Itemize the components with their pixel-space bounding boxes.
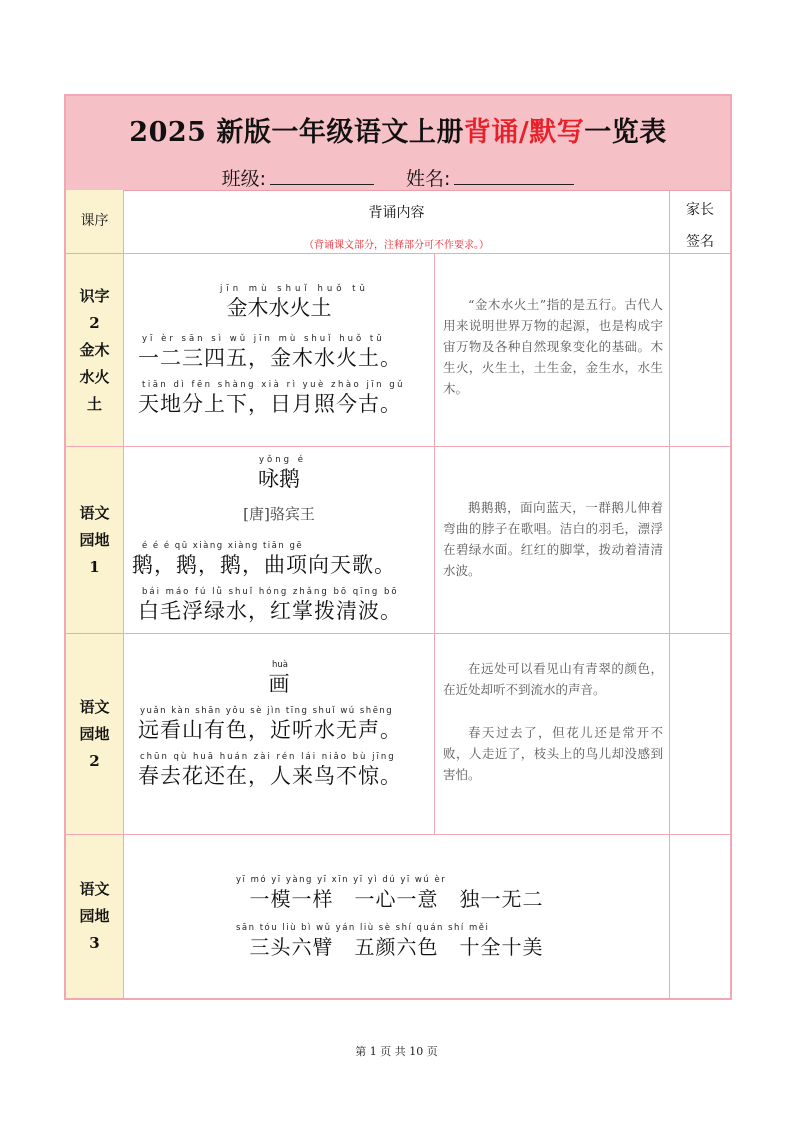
poem-line: 白毛浮绿水，红掌拨清波。 [138,599,402,623]
page-title: 2025 新版一年级语文上册背诵/默写一览表 [129,117,667,148]
line-pinyin: é é é qū xiàng xiàng tiān gē [142,541,304,551]
line-pinyin: yī èr sān sì wǔ jīn mù shuǐ huǒ tǔ [142,334,385,344]
note-cell [435,447,670,633]
parent-sign-cell[interactable] [670,447,730,633]
student-info [66,164,730,191]
column-header-row [66,190,730,254]
title-pinyin: yǒng é [259,455,306,465]
name-blank[interactable] [454,166,574,185]
name-label: 姓名: [406,168,451,190]
table-row [66,254,730,447]
idiom-line: 三头六臂 五颜六色 十全十美 [249,935,544,959]
annotation: 鹅鹅鹅，面向蓝天，一群鹅儿伸着弯曲的脖子在歌唱。洁白的羽毛，漂浮在碧绿水面。红红的脚掌，拨动着清清水波。 [443,500,663,578]
annotation: “金木水火土”指的是五行。古代人用来说明世界万物的起源，也是构成宇宙万物及各种自然现象变化的基础。木生火，火生土，土生金，金生水，水生木。 [443,297,663,396]
lesson-column-header: 课序 [66,190,124,253]
content-cell [124,835,670,998]
annotation: 春天过去了，但花儿还是常开不败，人走近了，枝头上的鸟儿却没感到害怕。 [443,725,663,782]
note-cell [435,254,670,446]
title-highlight: 背诵/默写 [463,117,585,148]
table-row [66,634,730,835]
page-footer: 第 1 页 共 10 页 [355,1045,438,1058]
poem-line: 远看山有色，近听水无声。 [138,718,402,742]
idiom-line: 一模一样 一心一意 独一无二 [249,887,544,911]
idiom-pinyin: yī mó yī yàng yī xīn yī yì dú yī wú èr [236,875,447,885]
poem-title: 咏鹅 [258,467,300,491]
parent-sign-cell[interactable] [670,254,730,446]
poem-line: 春去花还在，人来鸟不惊。 [138,764,402,788]
content-column-header [124,190,670,253]
table-row [66,835,730,998]
poem-title: 画 [268,672,290,696]
title-pinyin: jīn mù shuǐ huǒ tǔ [220,284,369,294]
recitation-table [64,94,732,1000]
parent-sign-cell[interactable] [670,634,730,834]
line-pinyin: tiān dì fēn shàng xià rì yuè zhào jīn gǔ [142,380,406,390]
class-blank[interactable] [270,166,374,185]
class-label: 班级: [221,168,266,190]
poem-line: 鹅，鹅，鹅，曲项向天歌。 [132,553,396,577]
title-pinyin: huà [272,660,288,670]
content-cell [124,254,435,446]
sign-column-header: 家长 签名 [686,202,714,250]
line-pinyin: bái máo fú lǜ shuǐ hóng zhǎng bō qīng bō [142,587,399,597]
poem-title: 金木水火土 [226,296,332,320]
table-row [66,447,730,634]
content-cell [124,447,435,633]
lesson-cell: 识字 2 金木 水火 土 [66,254,124,446]
line-pinyin: chūn qù huā huán zài rén lái niǎo bù jīng [140,752,396,762]
idiom-pinyin: sān tóu liù bì wǔ yán liù sè shí quán shí měi [236,923,490,933]
content-header-label: 背诵内容 [368,205,425,221]
line-pinyin: yuǎn kàn shān yǒu sè jìn tīng shuǐ wú shēng [140,706,394,716]
poem-line: 天地分上下，日月照今古。 [138,392,402,416]
note-cell [435,634,670,834]
lesson-cell: 语文 园地 3 [66,835,124,998]
poem-line: 一二三四五，金木水火土。 [138,346,402,370]
content-header-note: （背诵课文部分，注释部分可不作要求。） [304,240,489,251]
annotation: 在远处可以看见山有青翠的颜色，在近处却听不到流水的声音。 [443,661,663,697]
poem-author: [唐]骆宾王 [243,505,315,523]
content-cell [124,634,435,834]
lesson-cell: 语文 园地 1 [66,447,124,633]
lesson-cell: 语文 园地 2 [66,634,124,834]
table-header [66,96,730,191]
parent-sign-cell[interactable] [670,835,730,998]
